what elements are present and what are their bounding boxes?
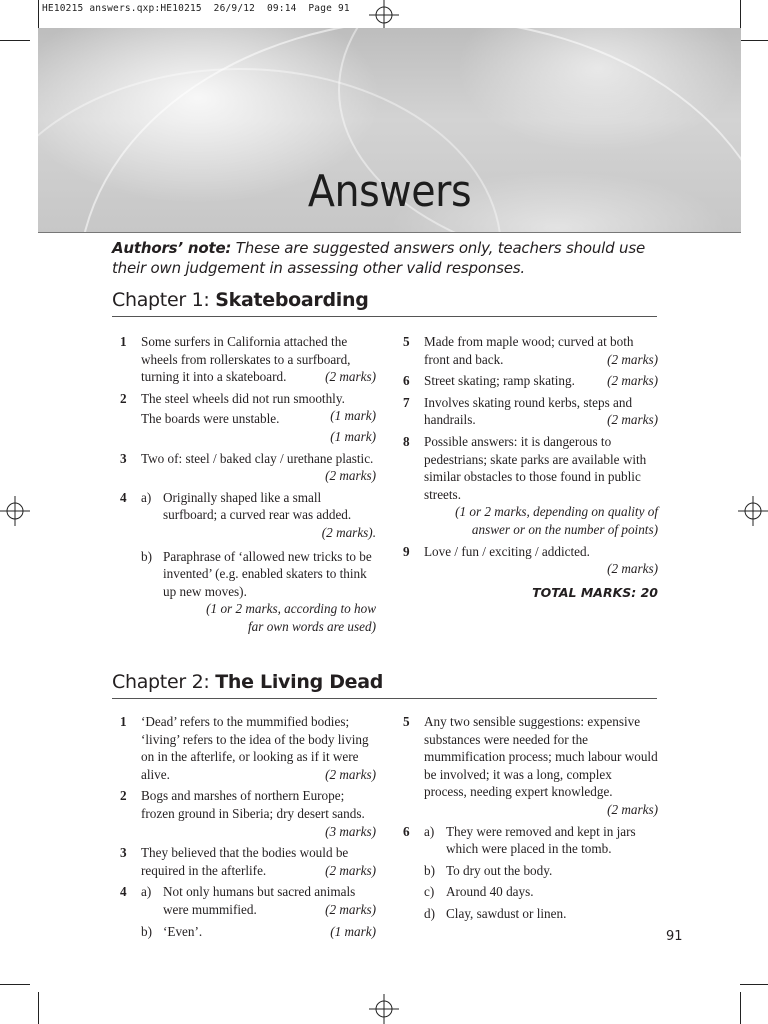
crop-mark [740, 984, 768, 985]
answer-text: Street skating; ramp skating. [424, 373, 575, 389]
answer-extra-text: The boards were unstable. [141, 411, 280, 427]
subpart-label: b) [424, 862, 435, 878]
authors-note [112, 238, 657, 278]
answer-text: Any two sensible suggestions: expensive substances were needed for the mummification process; much labour would be involved; it was a long, complex process, needing expert knowledge. [424, 714, 658, 800]
registration-mark-icon [369, 994, 399, 1024]
answer-subpart [424, 883, 658, 901]
answer-number: 4 [120, 489, 127, 505]
answer-subpart [141, 923, 376, 941]
answer-marks: (2 marks) [607, 373, 658, 389]
registration-mark-icon [0, 496, 30, 526]
answer-text: The steel wheels did not run smoothly. [141, 390, 345, 406]
total-marks: TOTAL MARKS: 20 [532, 584, 658, 600]
chapter-2-left-column [120, 713, 376, 944]
subpart-text: Paraphrase of ‘allowed new tricks to be invented’ (e.g. enabled skaters to think up new moves). [163, 548, 372, 599]
subpart-text: Originally shaped like a small surfboard; a curved rear was added. [163, 489, 352, 523]
answer-number: 1 [120, 334, 127, 349]
subpart-label: b) [141, 923, 152, 939]
answer-subpart [141, 883, 376, 918]
answer-marks: (2 marks) [325, 766, 376, 782]
answer-number: 4 [120, 884, 127, 900]
subpart-text: They were removed and kept in jars which were placed in the tomb. [446, 823, 636, 857]
answer-subpart [424, 862, 658, 880]
answer-number: 9 [403, 543, 410, 559]
answer-marks: (2 marks) [325, 468, 376, 484]
subpart-label: b) [141, 548, 152, 564]
answer-number: 3 [120, 845, 127, 861]
answer-item [403, 823, 658, 923]
answer-text: They believed that the bodies would be required in the afterlife. [141, 845, 349, 878]
authors-note-label: Authors’ note: [112, 239, 232, 257]
answer-number: 1 [120, 714, 127, 729]
answer-subpart [141, 548, 376, 636]
answer-subpart [141, 489, 376, 542]
subpart-text: ‘Even’. [163, 923, 203, 939]
page-number: 91 [666, 929, 683, 944]
answer-text: Bogs and marshes of northern Europe; frozen ground in Siberia; dry desert sands. [141, 788, 365, 821]
answer-item [120, 390, 376, 446]
answer-marks: (1 or 2 marks, depending on quality of answer or on the number of points) [455, 504, 658, 537]
answer-text: ‘Dead’ refers to the mummified bodies; ‘living’ refers to the idea of the body living on in the afterlife, or looking as if it were alive. [141, 714, 369, 782]
answer-marks: (2 marks). [321, 524, 376, 540]
answer-item [120, 883, 376, 940]
subpart-label: a) [141, 489, 152, 505]
answer-marks: (2 marks) [607, 412, 658, 428]
answer-item [403, 713, 658, 819]
answer-marks: (1 mark) [330, 923, 376, 939]
answer-number: 8 [403, 433, 410, 449]
subpart-text: Clay, sawdust or linen. [446, 905, 567, 921]
print-slug-line: HE10215 answers.qxp:HE10215 26/9/12 09:14 Page 91 [42, 3, 350, 14]
answer-item [120, 713, 376, 783]
answer-number: 7 [403, 394, 410, 410]
answer-item [120, 333, 376, 386]
answer-text: Involves skating round kerbs, steps and handrails. [424, 394, 633, 428]
answer-subpart [424, 905, 658, 923]
subpart-text: To dry out the body. [446, 862, 553, 878]
crop-mark [740, 40, 768, 41]
answer-text: Two of: steel / baked clay / urethane plastic. [141, 450, 374, 466]
answer-text: Love / fun / exciting / addicted. [424, 543, 590, 559]
answer-text: Some surfers in California attached the wheels from rollerskates to a surfboard, turning it into a skateboard. [141, 334, 351, 385]
answer-item [120, 489, 376, 636]
answer-marks: (1 or 2 marks, according to how far own words are used) [206, 601, 376, 634]
answer-number: 3 [120, 450, 127, 466]
registration-mark-icon [738, 496, 768, 526]
answer-text: Possible answers: it is dangerous to pedestrians; skate parks are available with similar obstacles to those found in public streets. [424, 433, 647, 502]
subpart-label: a) [424, 823, 435, 839]
chapter-1-heading [112, 289, 657, 317]
answer-number: 5 [403, 714, 410, 729]
answer-marks: (2 marks) [325, 901, 376, 917]
answer-item [403, 372, 658, 390]
answer-marks: (3 marks) [325, 823, 376, 839]
answer-marks: (1 mark) [330, 408, 376, 424]
chapter-2-prefix: Chapter 2: [112, 671, 210, 693]
subpart-label: a) [141, 884, 152, 900]
answer-item [120, 787, 376, 840]
chapter-1-left-column [120, 333, 376, 640]
chapter-2-title: The Living Dead [215, 671, 384, 693]
subpart-label: c) [424, 884, 435, 900]
chapter-1-title: Skateboarding [215, 289, 369, 311]
answers-banner [38, 28, 741, 232]
answer-marks: (2 marks) [607, 351, 658, 367]
answer-item [403, 394, 658, 429]
answer-number: 2 [120, 788, 127, 804]
chapter-1-prefix: Chapter 1: [112, 289, 210, 311]
answer-number: 6 [403, 823, 410, 839]
answer-item [120, 450, 376, 485]
crop-mark [38, 992, 39, 1024]
answer-marks: (2 marks) [607, 561, 658, 577]
answer-text: Made from maple wood; curved at both front and back. [424, 334, 634, 367]
answer-number: 2 [120, 390, 127, 406]
banner-divider [38, 232, 741, 233]
subpart-text: Around 40 days. [446, 884, 534, 900]
authors-note-text: These are suggested answers only, teachers should use their own judgement in assessing other valid responses. [112, 239, 645, 277]
answer-item [120, 844, 376, 879]
answer-item [403, 543, 658, 578]
chapter-2-heading [112, 671, 657, 699]
answer-marks: (2 marks) [325, 862, 376, 878]
chapter-1-right-column [403, 333, 658, 601]
registration-mark-icon [369, 0, 399, 30]
page-title: Answers [307, 166, 472, 217]
answer-number: 6 [403, 373, 410, 389]
subpart-label: d) [424, 905, 435, 921]
crop-mark [0, 984, 30, 985]
answer-subpart [424, 823, 658, 858]
answer-marks: (1 mark) [330, 428, 376, 444]
crop-mark [740, 992, 741, 1024]
chapter-2-right-column [403, 713, 658, 927]
crop-mark [0, 40, 30, 41]
answer-marks: (2 marks) [607, 801, 658, 817]
answer-number: 5 [403, 334, 410, 349]
answer-item [403, 333, 658, 368]
answer-marks: (2 marks) [325, 369, 376, 385]
answer-item [403, 433, 658, 539]
subpart-text: Not only humans but sacred animals were mummified. [163, 884, 356, 917]
